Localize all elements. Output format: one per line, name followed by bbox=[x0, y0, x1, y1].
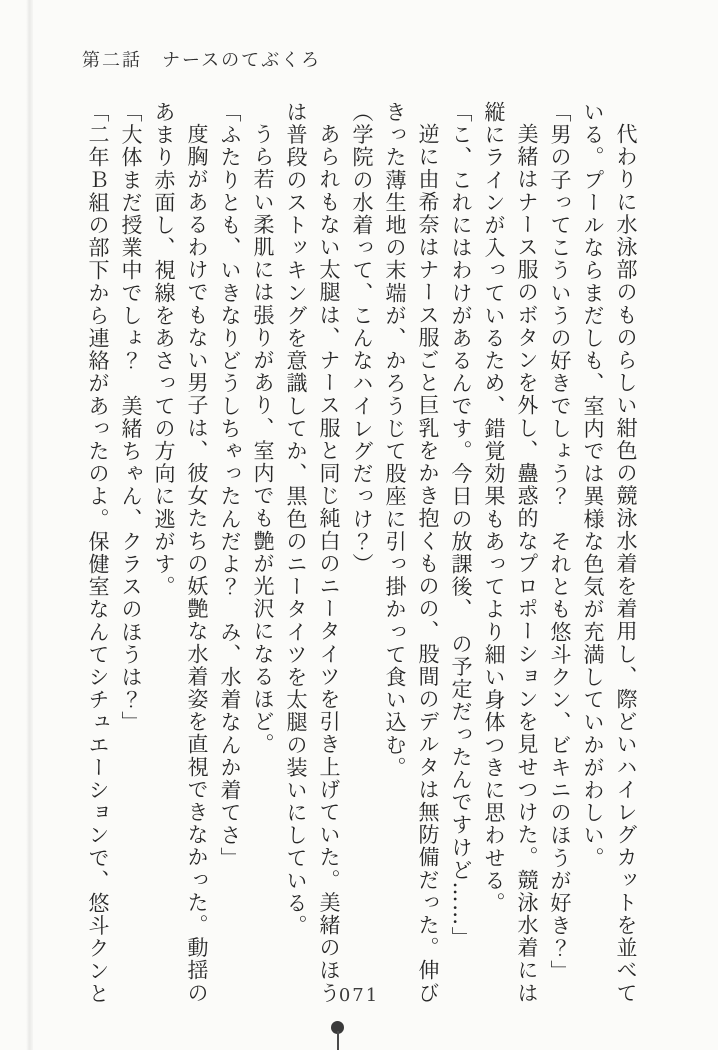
text-column: うら若い柔肌には張りがあり、室内でも艶が光沢になるほど。 bbox=[251, 123, 275, 756]
text-column: 「男の子ってこういうの好きでしょう？ それとも悠斗クン、ビキニのほうが好き？」 bbox=[548, 101, 572, 983]
text-column: 縦にラインが入っているため、錯覚効果もあってより細い身体つきに思わせる。 bbox=[482, 101, 506, 915]
text-column: 「こ、これにはわけがあるんです。今日の放課後、 の予定だったんですけど……」 bbox=[449, 101, 473, 950]
text-columns bbox=[81, 101, 642, 1015]
chapter-header: 第二話 ナースのてぶくろ bbox=[82, 50, 322, 71]
text-column: 「二年Ｂ組の部下から連絡があったのよ。保健室なんてシチュエーションで、悠斗クンと bbox=[86, 101, 110, 1005]
text-column: あまり赤面し、視線をあさっての方向に逃がす。 bbox=[152, 101, 176, 599]
text-column: （学院の水着って、こんなハイレグだっけ？） bbox=[350, 101, 374, 576]
text-column: 逆に由希奈はナース服ごと巨乳をかき抱くものの、股間のデルタは無防備だった。伸び bbox=[416, 123, 440, 1005]
text-column: 度胸があるわけでもない男子は、彼女たちの妖艶な水着姿を直視できなかった。動揺の bbox=[185, 123, 209, 1005]
text-column: きった薄生地の末端が、かろうじて股座に引っ掛かって食い込む。 bbox=[383, 101, 407, 779]
text-column: 代わりに水泳部のものらしい紺色の競泳水着を着用し、際どいハイレグカットを並べて bbox=[614, 123, 638, 1005]
text-column: 「ふたりとも、いきなりどうしちゃったんだよ？ み、水着なんか着てさ」 bbox=[218, 101, 242, 870]
text-column: あられもない太腿は、ナース服と同じ純白のニータイツを引き上げていた。美緒のほう bbox=[317, 123, 341, 1005]
text-column: いる。プールならまだしも、室内では異様な色気が充満していかがわしい。 bbox=[581, 101, 605, 870]
page-number: 071 bbox=[338, 985, 380, 1006]
text-column: は普段のストッキングを意識してか、黒色のニータイツを太腿の装いにしている。 bbox=[284, 101, 308, 938]
binding-stem-mark bbox=[337, 1031, 339, 1050]
scan-artifact-left bbox=[26, 0, 33, 1050]
text-column: 美緒はナース服のボタンを外し、蠱惑的なプロポーションを見せつけた。競泳水着には bbox=[515, 123, 539, 1005]
text-column: 「大体まだ授業中でしょ？ 美緒ちゃん、クラスのほうは？」 bbox=[119, 101, 143, 734]
